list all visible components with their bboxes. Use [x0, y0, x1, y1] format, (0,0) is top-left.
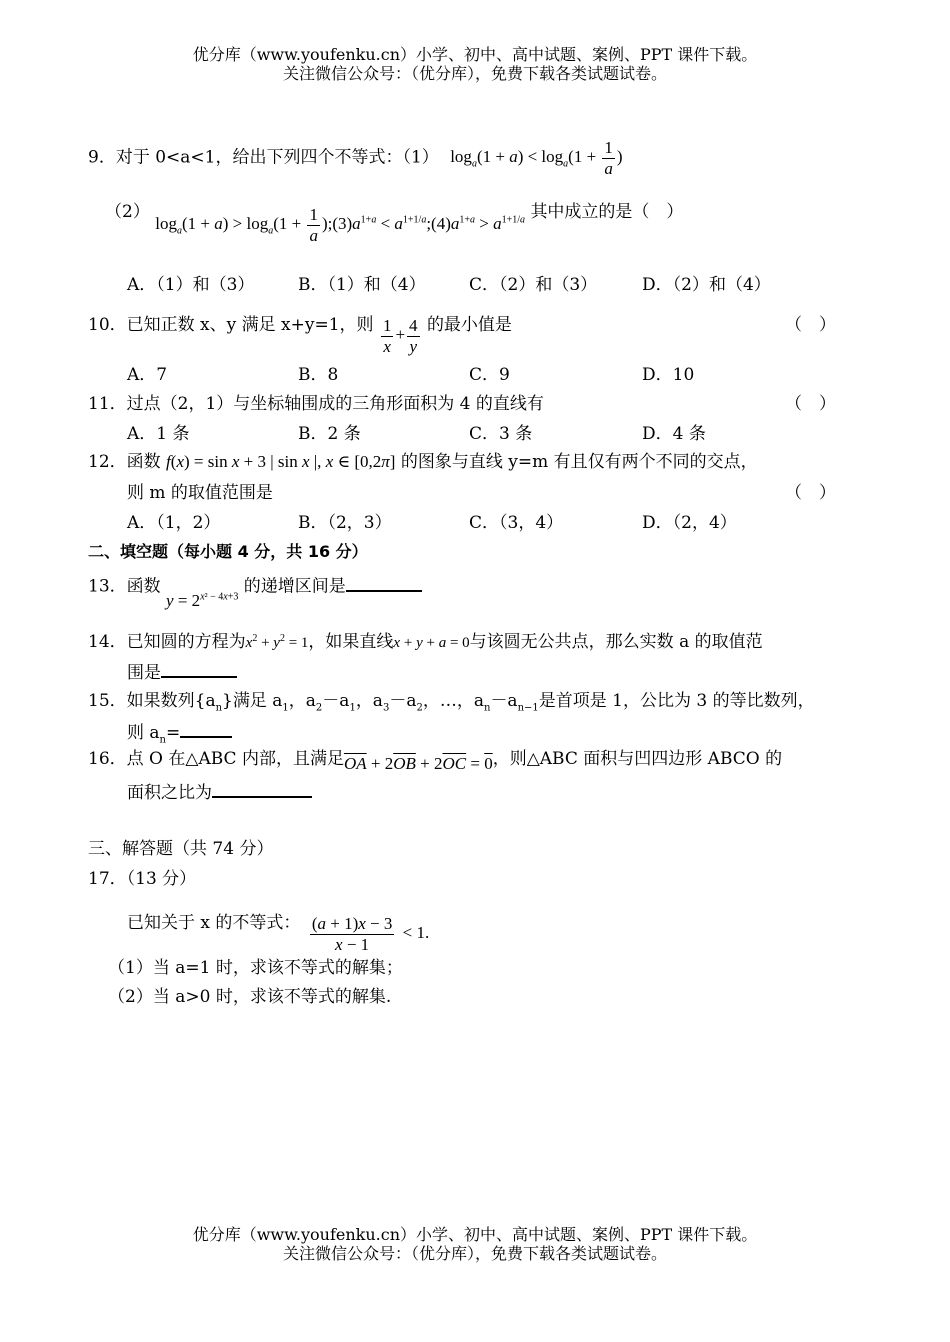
q13-stem [88, 572, 422, 610]
q15-stem-line2: 则 $a_n=$ [127, 720, 232, 751]
q9-stem [88, 138, 623, 179]
q14-stem-d: 围是 [127, 663, 161, 683]
section3-title: 三、解答题（共 74 分） [88, 839, 274, 859]
q15-stem-g: 则 a [127, 723, 160, 743]
q9-item2-label: （2） [105, 202, 150, 222]
q15-stem-b: }满足 a [222, 691, 283, 711]
q12-paren: （ ） [785, 483, 836, 503]
q15-stem-e: ，…，a [422, 691, 484, 711]
q16-blank[interactable] [212, 780, 312, 798]
q10-option-a: A．7 [127, 365, 168, 385]
q17-part1: （1）当 a=1 时，求该不等式的解集； [108, 958, 403, 978]
page-header-line1: 优分库（www.youfenku.cn）小学、初中、高中试题、案例、PPT 课件下载。 [192, 45, 758, 64]
q9-line2 [105, 201, 683, 246]
q14-blank[interactable] [161, 660, 237, 678]
q15-stem-c2: ，a [355, 691, 383, 711]
q12-stem-a: 12．函数 [88, 452, 161, 472]
q9-option-d: D．（2）和（4） [642, 275, 771, 295]
q16-stem-line2 [127, 780, 312, 804]
q17-inequality: $\frac{(a + 1)x - 3}{x - 1}$ < 1. [311, 913, 430, 954]
section2-title: 二、填空题（每小题 4 分，共 16 分） [88, 542, 368, 561]
q14-stem-c: 与该圆无公共点，那么实数 a 的取值范 [469, 632, 763, 652]
q17-head: 17．（13 分） [88, 869, 197, 889]
q17-stem [127, 912, 429, 955]
page-footer-line1: 优分库（www.youfenku.cn）小学、初中、高中试题、案例、PPT 课件下载。 [192, 1225, 758, 1244]
page-footer-line2: 关注微信公众号：（优分库），免费下载各类试题试卷。 [282, 1244, 667, 1263]
q12-option-a: A．（1，2） [127, 513, 221, 533]
q13-stem-a: 13．函数 [88, 576, 161, 597]
q11-option-b: B．2 条 [298, 424, 361, 444]
q11-option-a: A．1 条 [127, 424, 190, 444]
q9-stem-text: 9．对于 0<a<1，给出下列四个不等式：（1） [88, 147, 439, 168]
q15-stem-f: 是首项是 1，公比为 3 的等比数列， [538, 691, 815, 711]
q17-part2: （2）当 a>0 时，求该不等式的解集. [108, 987, 392, 1007]
q13-blank[interactable] [346, 574, 422, 592]
q14-stem-line1 [88, 628, 763, 654]
q10-stem-b: 的最小值是 [426, 315, 512, 335]
q15-stem-h: = [166, 723, 181, 743]
q11-stem: 11．过点（2，1）与坐标轴围成的三角形面积为 4 的直线有 [88, 394, 544, 414]
q15-stem-c: ，a [288, 691, 316, 711]
q12-stem-line1 [88, 451, 758, 473]
q14-circle-equation: $x^2 + y^2 = 1$ [245, 633, 309, 651]
q11-option-c: C．3 条 [469, 424, 533, 444]
q14-line-equation: x + y + a = 0 [393, 635, 470, 651]
q12-stem-line2: 则 m 的取值范围是 [127, 483, 273, 503]
q10-paren: （ ） [785, 315, 836, 335]
q14-stem-line2 [127, 660, 237, 684]
q15-stem-d: －a [322, 691, 350, 711]
q10-expression: $\frac{1}{x}$ + $\frac{4}{y}$ [382, 315, 418, 356]
q14-stem-a: 14．已知圆的方程为 [88, 632, 246, 652]
q13-function: $y = 2^{x^2 - 4x+3}$ [166, 590, 239, 610]
q10-option-b: B．8 [298, 365, 339, 385]
q15-blank[interactable] [180, 720, 232, 738]
q15-stem-d3: －a [490, 691, 518, 711]
q9-inequality-1: $\log_a(1 + a) < \log_a(1$ + $\frac{1}{a}$ ) [450, 138, 623, 178]
q10-stem-a: 10．已知正数 x、y 满足 x+y=1，则 [88, 315, 374, 335]
q13-stem-b: 的递增区间是 [243, 576, 346, 597]
q15-stem-a: 15．如果数列{a [88, 691, 216, 711]
q9-tail: 其中成立的是（ ） [530, 202, 684, 222]
q12-function: f(x) = sin x + 3 | sin x |, x ∈ [0,2π] [166, 452, 396, 471]
q11-option-d: D．4 条 [642, 424, 706, 444]
q9-option-c: C．（2）和（3） [469, 275, 598, 295]
page-header-line2: 关注微信公众号：（优分库），免费下载各类试题试卷。 [282, 64, 667, 83]
q15-stem-d2: －a [389, 691, 417, 711]
q11-paren: （ ） [785, 394, 836, 414]
q16-stem-b: ，则△ABC 面积与凹四边形 ABCO 的 [492, 749, 783, 769]
q14-stem-b: ，如果直线 [308, 632, 394, 652]
q12-option-d: D．（2，4） [642, 513, 737, 533]
q10-stem [88, 314, 512, 357]
q10-option-d: D．10 [642, 365, 695, 385]
q16-stem-c: 面积之比为 [127, 783, 212, 803]
q15-stem-line1: 15．如果数列$\{a_n\}$满足 $a_1$，$a_2-a_1$，$a_3-a_2$，…，$a_n-a_{n-1}$是首项是 1，公比为 3 的等比数列， [88, 691, 815, 714]
q9-inequalities-2-4: $\log_a(1 + a) > \log_a(1$ + $\frac{1}{a}$ )$;(3)a^{1+a}$ < $a^{1+1/a};(4)a^{1+a} > a^{1+1/a}$ [155, 204, 526, 245]
q12-option-c: C．（3，4） [469, 513, 564, 533]
q10-option-c: C．9 [469, 365, 510, 385]
q17-stem-text: 已知关于 x 的不等式： [127, 913, 301, 933]
q9-option-a: A．（1）和（3） [127, 275, 255, 295]
q12-stem-b: 的图象与直线 y=m 有且仅有两个不同的交点， [400, 452, 758, 472]
q9-option-b: B．（1）和（4） [298, 275, 426, 295]
q16-stem-line1 [88, 748, 783, 773]
q16-stem-a: 16．点 O 在△ABC 内部，且满足 [88, 749, 344, 769]
q12-option-b: B．（2，3） [298, 513, 392, 533]
q16-vector-equation: $\overline{OA} + 2\overline{OB} + 2\overline{OC} = 0$ [343, 754, 493, 773]
